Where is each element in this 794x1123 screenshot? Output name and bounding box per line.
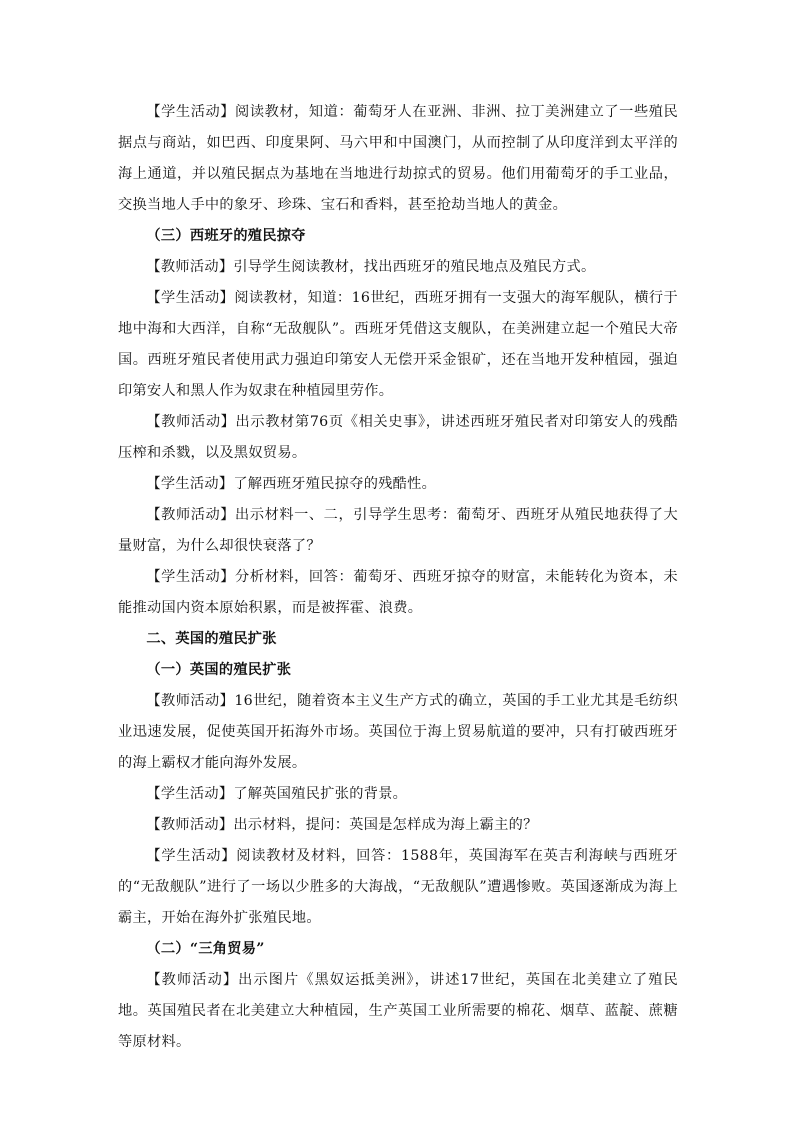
paragraph: 【教师活动】出示教材第76页《相关史事》，讲述西班牙殖民者对印第安人的残酷压榨和杀戮，以及黑奴贸易。 xyxy=(118,414,678,461)
section-heading: 二、英国的殖民扩张 xyxy=(146,631,277,647)
paragraph: 【教师活动】出示材料一、二，引导学生思考：葡萄牙、西班牙从殖民地获得了大量财富，为什么却很快衰落了？ xyxy=(118,507,678,554)
paragraph: 【学生活动】阅读教材，知道：葡萄牙人在亚洲、非洲、拉丁美洲建立了一些殖民据点与商站，如巴西、印度果阿、马六甲和中国澳门，从而控制了从印度洋到太平洋的海上通道，并以殖民据点为基地在当地进行劫掠式的贸易。他们用葡萄牙的手工业品，交换当地人手中的象牙、珍珠、宝石和香料，甚至抢劫当地人的黄金。 xyxy=(118,104,678,213)
paragraph: 【学生活动】了解英国殖民扩张的背景。 xyxy=(146,786,408,802)
section-heading: （三）西班牙的殖民掠夺 xyxy=(146,228,306,244)
paragraph: 【学生活动】阅读教材及材料，回答：1588年，英国海军在英吉利海峡与西班牙的“无敌舰队”进行了一场以少胜多的大海战，“无敌舰队”遭遇惨败。英国逐渐成为海上霸主，开始在海外扩张殖民地。 xyxy=(118,848,678,926)
paragraph: 【学生活动】阅读教材，知道：16世纪，西班牙拥有一支强大的海军舰队，横行于地中海和大西洋，自称“无敌舰队”。西班牙凭借这支舰队，在美洲建立起一个殖民大帝国。西班牙殖民者使用武力强迫印第安人无偿开采金银矿，还在当地开发种植园，强迫印第安人和黑人作为奴隶在种植园里劳作。 xyxy=(118,290,678,399)
paragraph: 【教师活动】出示图片《黑奴运抵美洲》，讲述17世纪，英国在北美建立了殖民地。英国殖民者在北美建立大种植园，生产英国工业所需要的棉花、烟草、蓝靛、蔗糖等原材料。 xyxy=(118,972,678,1050)
subsection-heading: （二）“三角贸易” xyxy=(146,941,265,957)
paragraph: 【教师活动】16世纪，随着资本主义生产方式的确立，英国的手工业尤其是毛纺织业迅速发展，促使英国开拓海外市场。英国位于海上贸易航道的要冲，只有打破西班牙的海上霸权才能向海外发展。 xyxy=(118,693,678,771)
paragraph: 【教师活动】出示材料，提问：英国是怎样成为海上霸主的？ xyxy=(146,817,538,833)
paragraph: 【学生活动】分析材料，回答：葡萄牙、西班牙掠夺的财富，未能转化为资本，未能推动国内资本原始积累，而是被挥霍、浪费。 xyxy=(118,569,678,616)
paragraph: 【教师活动】引导学生阅读教材，找出西班牙的殖民地点及殖民方式。 xyxy=(146,259,596,275)
subsection-heading: （一）英国的殖民扩张 xyxy=(146,662,292,678)
document-page xyxy=(118,97,678,1058)
paragraph: 【学生活动】了解西班牙殖民掠夺的残酷性。 xyxy=(146,476,437,492)
